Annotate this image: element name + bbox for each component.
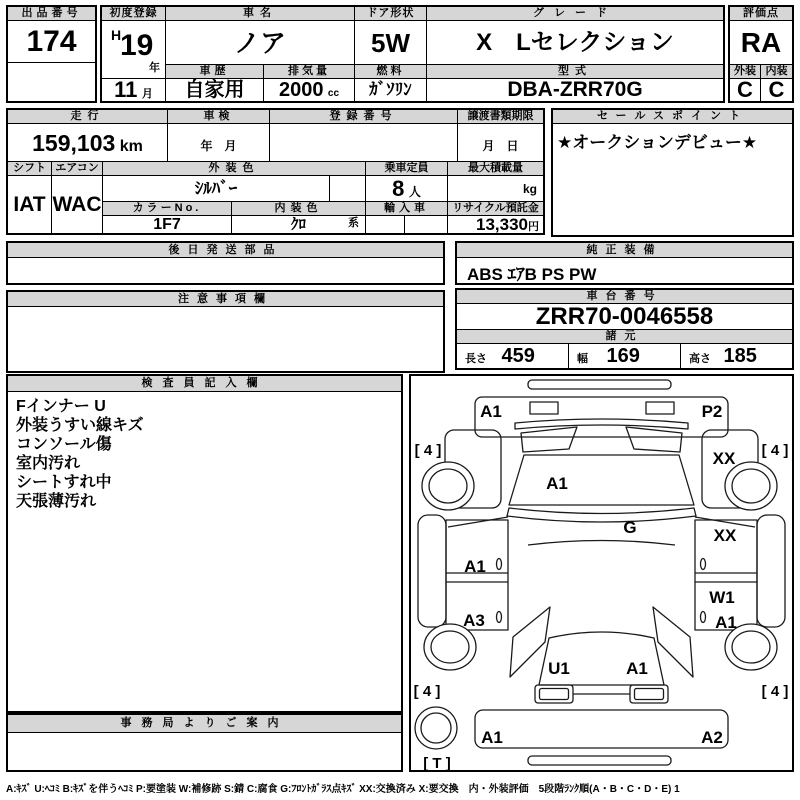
mileage-color-table xyxy=(6,108,545,235)
score-value: RA xyxy=(730,21,792,65)
shift-value: IAT xyxy=(8,176,52,233)
aircon-label: エアコン xyxy=(52,162,103,175)
caution-label: 注意事項欄 xyxy=(8,292,443,307)
tail-light-right-inner xyxy=(635,689,664,700)
import-label: 輸入車 xyxy=(366,202,448,215)
chassis-box xyxy=(455,288,794,370)
ext-color-label: 外装色 xyxy=(103,162,366,175)
caution-box xyxy=(6,290,445,373)
interior-grade-label: 内装 xyxy=(761,65,792,78)
score-label: 評価点 xyxy=(730,7,792,21)
ext-color-value: ｼﾙﾊﾞｰ xyxy=(103,176,330,201)
import-cell-a xyxy=(366,216,405,233)
dims-label: 諸元 xyxy=(457,330,792,344)
tail-light-right-icon xyxy=(630,685,668,703)
first-reg-year: 19 xyxy=(120,29,154,62)
model-label: 型式 xyxy=(427,65,723,78)
int-color-name: ｸﾛ xyxy=(290,216,306,233)
max-load-value xyxy=(448,176,543,201)
dim-height-label: 高さ xyxy=(689,353,711,365)
first-reg-month-unit: 月 xyxy=(141,88,153,100)
regno-label: 登録番号 xyxy=(270,110,458,123)
tail-light-left-icon xyxy=(535,685,573,703)
header-table xyxy=(100,5,725,103)
deadline-value: 月 日 xyxy=(482,139,519,153)
marker-tire-rear-right: [ 4 ] xyxy=(761,683,789,700)
door-handle-icon xyxy=(497,612,502,623)
equipment-value: ABS ｴｱB PS PW xyxy=(467,265,597,284)
auction-no-label: 出品番号 xyxy=(8,7,95,21)
car-top-view-diagram xyxy=(411,376,792,770)
displacement-value xyxy=(264,79,355,101)
damage-code-legend: A:ｷｽﾞ U:ﾍｺﾐ B:ｷｽﾞを伴うﾍｺﾐ P:要塗装 W:補修跡 S:錆 C:腐食 G:ﾌﾛﾝﾄｶﾞﾗｽ点ｷｽﾞ XX:交換済み X:要交換 内・外装評価 5段階ﾗﾝｸ順(A・B・C・D・E) 1 xyxy=(6,784,680,795)
interior-grade-value: C xyxy=(768,79,785,101)
history-label: 車歴 xyxy=(166,65,264,78)
dim-length-label: 長さ xyxy=(465,353,487,365)
deadline-label: 譲渡書類期限 xyxy=(458,110,543,123)
windshield-top-band xyxy=(515,419,688,429)
inspector-note-line: Fインナー U xyxy=(16,398,106,415)
door-seam-lines xyxy=(446,573,757,582)
recycle-value xyxy=(448,216,543,233)
mileage-number: 159,103 xyxy=(32,130,116,156)
max-load-label: 最大積載量 xyxy=(448,162,543,175)
chassis-label: 車台番号 xyxy=(457,290,792,304)
dim-width-label: 幅 xyxy=(577,353,588,365)
color-no-label: カラーNo. xyxy=(103,202,232,215)
equipment-label: 純正装備 xyxy=(457,243,792,258)
int-color-suffix: 系 xyxy=(348,217,359,229)
int-color-value xyxy=(232,216,366,233)
sales-point-label: セールスポイント xyxy=(553,110,792,124)
shaken-label: 車検 xyxy=(168,110,270,123)
first-reg-month: 11 xyxy=(114,79,138,101)
chassis-value: ZRR70-0046558 xyxy=(457,304,792,330)
sales-point-value: ★オークションデビュー★ xyxy=(557,133,758,152)
capacity-value xyxy=(366,176,448,201)
aircon-value: WAC xyxy=(52,176,103,233)
door-label: ドア形状 xyxy=(355,7,427,20)
side-sill-left xyxy=(418,515,446,627)
first-reg-label: 初度登録 xyxy=(102,7,166,20)
capacity-number: 8 xyxy=(392,176,405,201)
later-parts-box xyxy=(6,241,445,285)
mileage-label: 走行 xyxy=(8,110,168,123)
auction-no-box xyxy=(6,5,97,103)
ext-color-empty-cell xyxy=(330,176,366,201)
color-no-value: 1F7 xyxy=(103,216,232,233)
mileage-unit: km xyxy=(119,138,143,155)
side-sill-right xyxy=(757,515,785,627)
first-reg-era: H xyxy=(111,27,122,43)
fuel-label: 燃料 xyxy=(355,65,427,78)
recycle-number: 13,330 xyxy=(476,216,528,233)
model-value: DBA-ZRR70G xyxy=(507,79,643,101)
exterior-grade-label: 外装 xyxy=(730,65,761,78)
shift-label: シフト xyxy=(8,162,52,175)
marker-hood: A1 xyxy=(546,474,568,493)
inspector-note-line: コンソール傷 xyxy=(16,436,112,453)
marker-tailgate-left: U1 xyxy=(548,659,570,678)
shaken-value: 年 月 xyxy=(168,124,270,161)
marker-fender-right: XX xyxy=(712,449,736,468)
wheel-rear-right-inner xyxy=(732,631,770,663)
later-parts-label: 後日発送部品 xyxy=(8,243,443,258)
first-reg-year-unit: 年 xyxy=(149,62,160,74)
score-box xyxy=(728,5,794,103)
history-value: 自家用 xyxy=(166,79,264,101)
front-bumper-panel xyxy=(475,397,728,437)
marker-tailgate-right: A1 xyxy=(626,659,648,678)
cowl-band xyxy=(507,508,696,522)
marker-tire-front-right: [ 4 ] xyxy=(761,442,789,459)
windshield-glass-left xyxy=(521,427,577,452)
inspector-box xyxy=(6,374,403,713)
displacement-number: 2000 xyxy=(278,79,324,101)
auction-no-empty-cell xyxy=(8,63,95,101)
inspector-note-line: 天張薄汚れ xyxy=(16,493,97,510)
inspector-note-line: 室内汚れ xyxy=(16,455,81,472)
marker-tire-rear-left: [ 4 ] xyxy=(413,683,441,700)
first-reg-year-cell xyxy=(102,21,166,79)
fuel-value: ｶﾞｿﾘﾝ xyxy=(355,79,427,101)
marker-rear-bumper-left: A1 xyxy=(481,728,503,747)
displacement-label: 排気量 xyxy=(264,65,355,78)
dim-length xyxy=(457,344,569,368)
front-roof-strip xyxy=(528,380,671,389)
regno-value xyxy=(270,124,458,161)
headlight-left-icon xyxy=(530,402,558,414)
auction-no-value: 174 xyxy=(8,21,95,63)
mileage-value xyxy=(8,124,168,161)
int-color-label: 内装色 xyxy=(232,202,366,215)
marker-quarter-right: W1 xyxy=(709,588,735,607)
dim-length-value: 459 xyxy=(501,345,535,367)
dim-width-value: 169 xyxy=(606,345,640,367)
car-name-value: ノア xyxy=(166,21,355,64)
sales-point-box xyxy=(551,108,794,237)
marker-door-front-right: XX xyxy=(713,526,737,545)
windshield-glass-right xyxy=(626,427,682,452)
wheel-rear-left-inner xyxy=(431,631,469,663)
door-handle-icon xyxy=(701,559,706,570)
recycle-label: リサイクル預託金 xyxy=(448,202,543,215)
marker-door-front-left: A1 xyxy=(464,557,486,576)
equipment-box xyxy=(455,241,794,285)
marker-windshield: G xyxy=(623,518,637,537)
marker-front-bumper-right: P2 xyxy=(701,402,723,421)
exterior-grade-value: C xyxy=(730,79,761,101)
inspector-notes xyxy=(16,397,396,511)
rear-bumper-panel xyxy=(475,710,728,748)
rear-roof-strip xyxy=(528,756,671,765)
inspector-note-line: 外装うすい線キズ xyxy=(16,417,144,434)
dim-width xyxy=(569,344,681,368)
marker-door-rear-left: A3 xyxy=(463,611,485,630)
door-value: 5W xyxy=(355,21,427,64)
wheel-front-right-inner xyxy=(732,469,770,503)
spare-tire-inner xyxy=(421,713,451,743)
dim-height xyxy=(681,344,792,368)
inspector-note-line: シートすれ中 xyxy=(16,474,112,491)
marker-rear-bumper-right: A2 xyxy=(701,728,723,747)
max-load-unit: kg xyxy=(522,182,537,196)
grade-label: グレード xyxy=(427,7,723,20)
recycle-unit: 円 xyxy=(528,221,539,233)
import-cell-b xyxy=(405,216,448,233)
grade-value: X Lセレクション xyxy=(476,29,674,56)
quarter-pillar-left xyxy=(510,607,550,677)
quarter-pillar-right xyxy=(653,607,693,677)
office-box xyxy=(6,713,403,772)
first-reg-month-cell xyxy=(102,79,166,101)
marker-door-rear-right: A1 xyxy=(715,613,737,632)
car-name-label: 車名 xyxy=(166,7,355,20)
hood-panel xyxy=(509,455,694,505)
door-handle-icon xyxy=(497,559,502,570)
inspector-label: 検査員記入欄 xyxy=(8,376,401,392)
tail-light-left-inner xyxy=(540,689,569,700)
office-label: 事務局よりご案内 xyxy=(8,715,401,733)
capacity-unit: 人 xyxy=(408,185,421,199)
headlight-right-icon xyxy=(646,402,674,414)
capacity-label: 乗車定員 xyxy=(366,162,448,175)
displacement-unit: cc xyxy=(327,88,340,99)
marker-spare-tire: [ T ] xyxy=(423,755,451,770)
roof-front-curve xyxy=(528,541,675,546)
damage-diagram-box xyxy=(409,374,794,772)
marker-front-bumper-left: A1 xyxy=(480,402,502,421)
wheel-front-left-inner xyxy=(429,469,467,503)
door-handle-icon xyxy=(701,612,706,623)
marker-tire-front-left: [ 4 ] xyxy=(414,442,442,459)
dim-height-value: 185 xyxy=(723,345,757,367)
